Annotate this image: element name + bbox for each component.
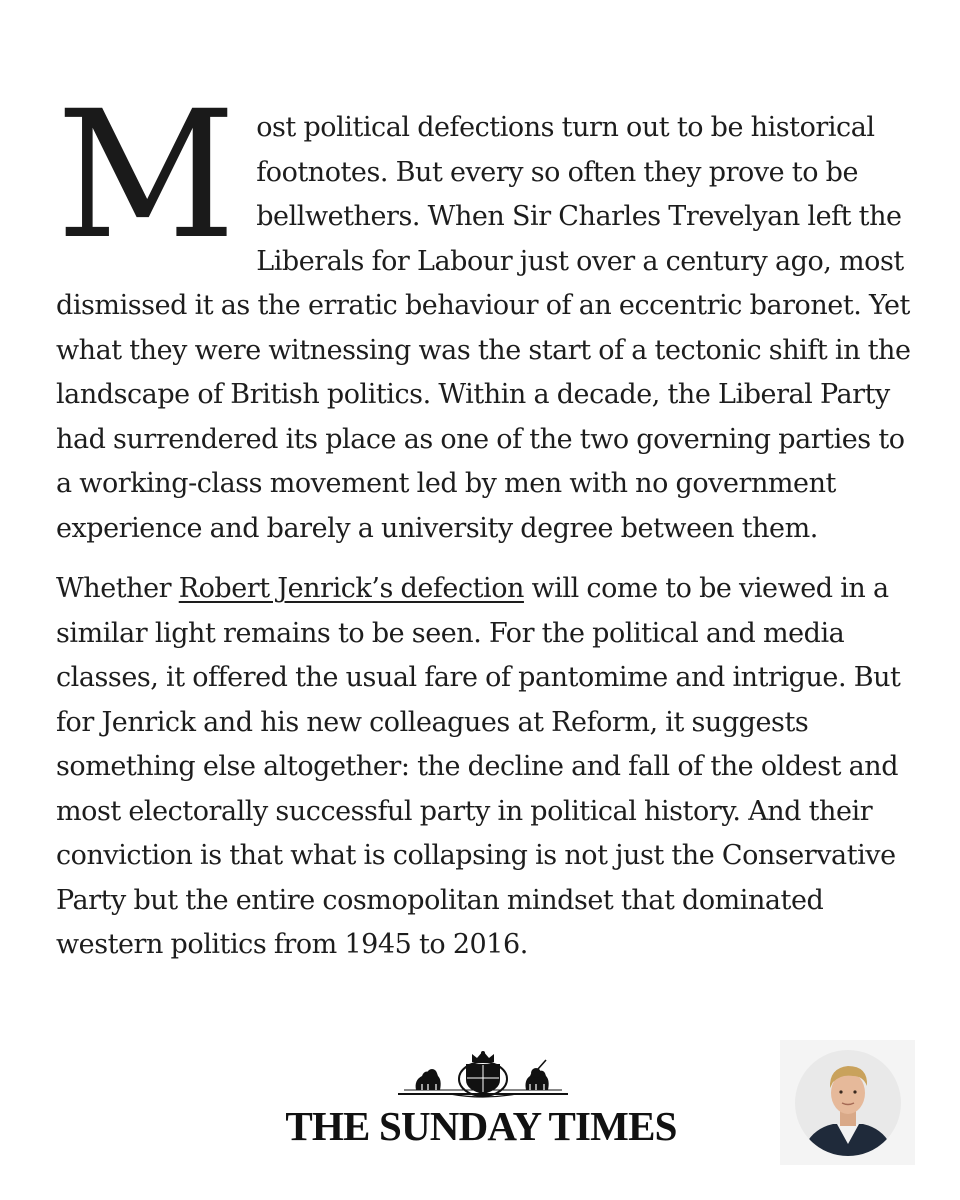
paragraph-2-lead: Whether	[56, 573, 179, 604]
masthead	[266, 1050, 696, 1150]
paragraph-1-text: ost political defections turn out to be historical footnotes. But every so often they prove to be bellwethers. When Sir Charles Trevelyan left the Liberals for Labour just over a century ago, most dismissed it as the erratic behaviour of an eccentric baronet. Yet what they were witnessing was the start of a tectonic shift in the landscape of British politics. Within a decade, the Liberal Party had surrendered its place as one of the two governing parties to a working-class movement led by men with no government experience and barely a university degree between them.	[56, 112, 911, 544]
article-body	[56, 73, 916, 968]
brand-logo-text: THE SUNDAY TIMES	[285, 1103, 677, 1149]
author-avatar	[780, 1040, 915, 1165]
royal-crest-icon	[398, 1050, 568, 1100]
author-portrait-icon	[793, 1048, 903, 1158]
paragraph-2-text: will come to be viewed in a similar light remains to be seen. For the political and media classes, it offered the usual fare of pantomime and intrigue. But for Jenrick and his new colleagues at Reform, it suggests something else altogether: the decline and fall of the oldest and most electorally successful party in political history. And their conviction is that what is collapsing is not just the Conservative Party but the entire cosmopolitan mindset that dominated western politics from 1945 to 2016.	[56, 573, 901, 960]
drop-cap: M	[56, 73, 237, 278]
paragraph-2	[56, 567, 916, 968]
jenrick-defection-link[interactable]: Robert Jenrick’s defection	[178, 573, 524, 604]
paragraph-1	[56, 73, 916, 551]
